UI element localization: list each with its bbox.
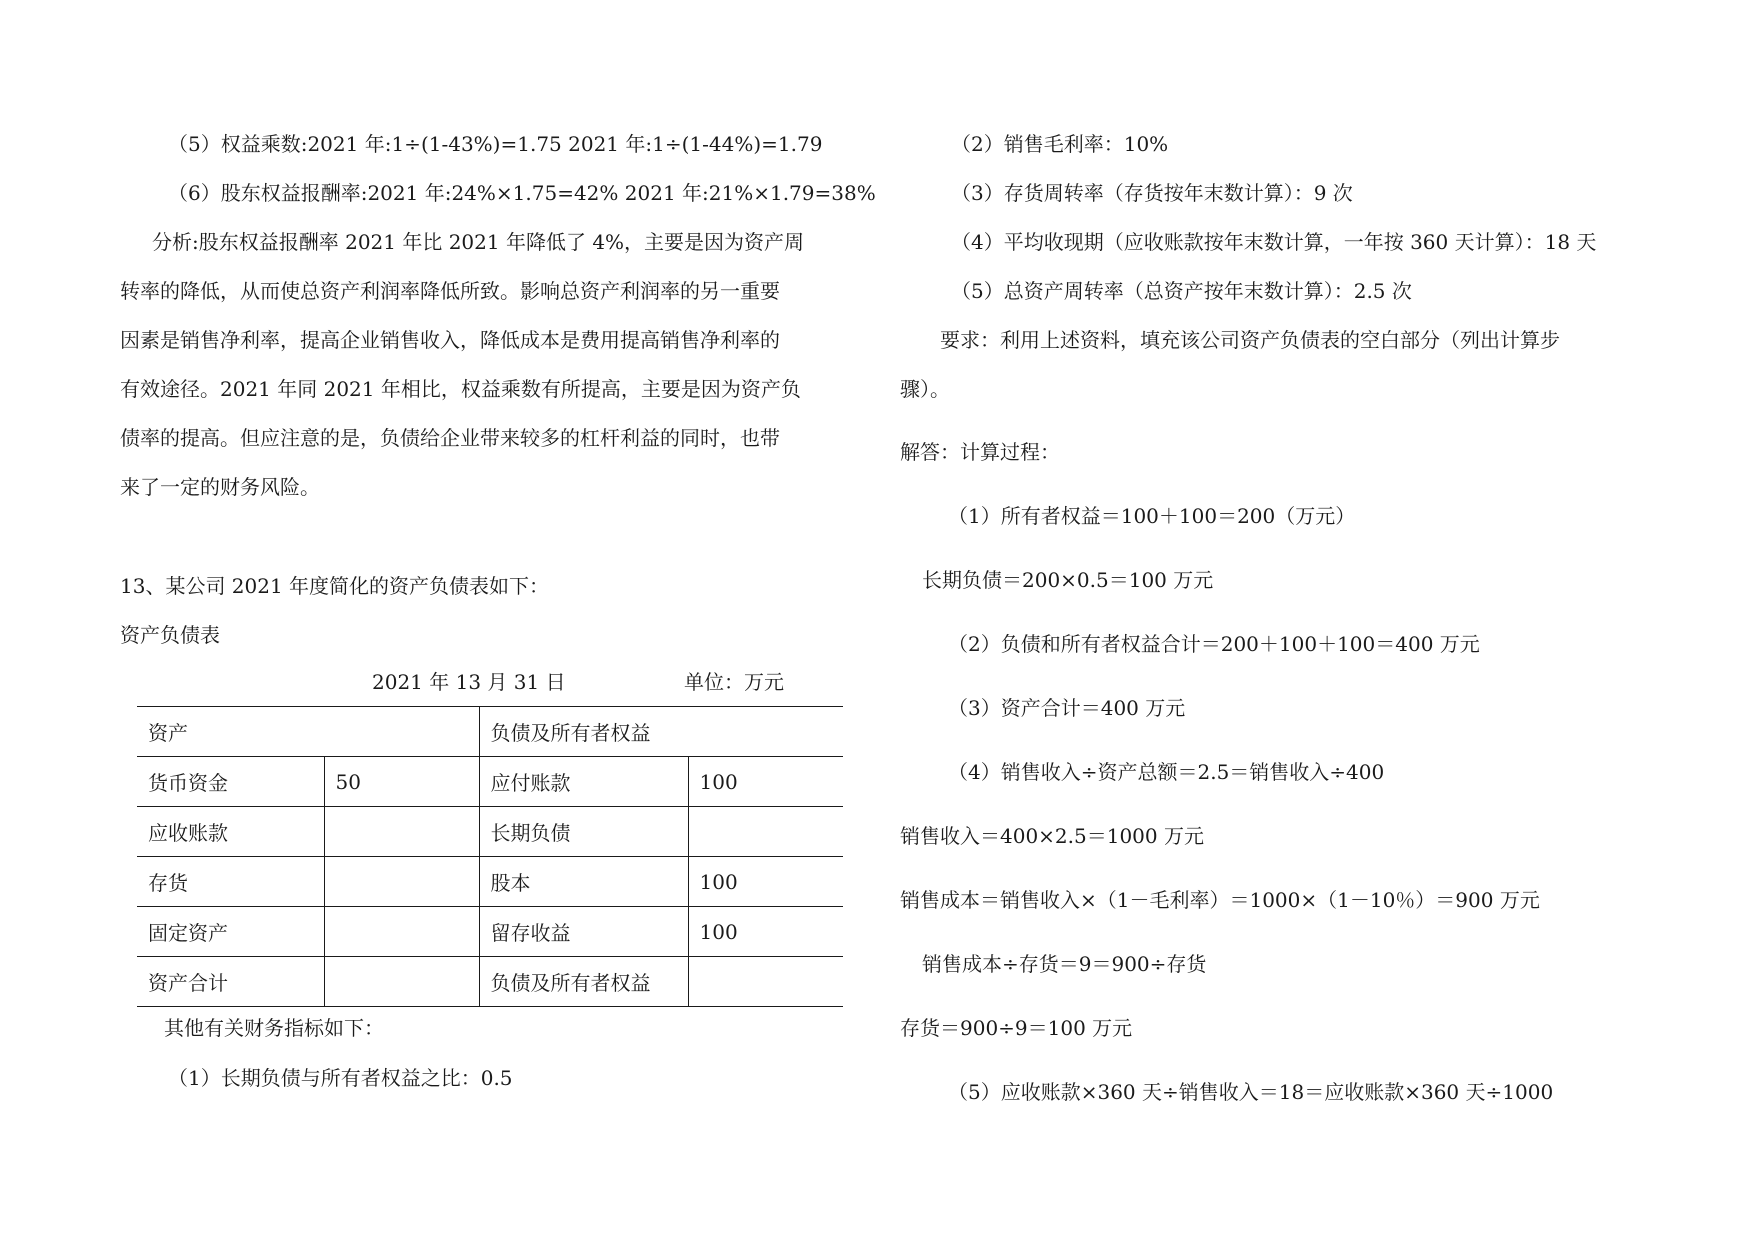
analysis-line-1: 分析:股东权益报酬率 2021 年比 2021 年降低了 4%，主要是因为资产周 [152, 230, 805, 254]
cell-value [688, 807, 843, 857]
step-2: （2）负债和所有者权益合计＝200＋100＋100＝400 万元 [948, 632, 1480, 656]
cell-label: 股本 [479, 857, 688, 907]
cell-value: 100 [688, 907, 843, 957]
table-header-row [137, 707, 843, 757]
cell-value [324, 807, 479, 857]
requirement-line-1: 要求：利用上述资料，填充该公司资产负债表的空白部分（列出计算步 [940, 328, 1560, 352]
indicator-2: （2）销售毛利率：10% [951, 132, 1169, 156]
cell-value: 100 [688, 757, 843, 807]
indicator-3: （3）存货周转率（存货按年末数计算）：9 次 [951, 181, 1353, 205]
cell-value [688, 957, 843, 1007]
cell-label: 资产合计 [137, 957, 324, 1007]
step-1: （1）所有者权益＝100＋100＝200（万元） [948, 504, 1356, 528]
balance-sheet-table [137, 706, 843, 1007]
cell-label: 存货 [137, 857, 324, 907]
cell-value: 50 [324, 757, 479, 807]
cell-label: 长期负债 [479, 807, 688, 857]
indicator-1: （1）长期负债与所有者权益之比：0.5 [168, 1066, 513, 1090]
table-row [137, 957, 843, 1007]
equity-multiplier-line: （5）权益乘数:2021 年:1÷(1-43%)=1.75 2021 年:1÷(1-44%)=1.79 [168, 132, 823, 156]
step-4: （4）销售收入÷资产总额＝2.5＝销售收入÷400 [948, 760, 1385, 784]
cell-label: 留存收益 [479, 907, 688, 957]
analysis-line-3: 因素是销售净利率，提高企业销售收入，降低成本是费用提高销售净利率的 [120, 328, 780, 352]
analysis-line-5: 债率的提高。但应注意的是，负债给企业带来较多的杠杆利益的同时，也带 [120, 426, 780, 450]
analysis-line-6: 来了一定的财务风险。 [120, 475, 320, 499]
cost-calc: 销售成本＝销售收入×（1－毛利率）＝1000×（1－10％）＝900 万元 [900, 888, 1540, 912]
cell-value [324, 907, 479, 957]
header-assets: 资产 [137, 707, 479, 757]
long-term-debt-calc: 长期负债＝200×0.5＝100 万元 [922, 568, 1214, 592]
cell-label: 固定资产 [137, 907, 324, 957]
cell-label: 应付账款 [479, 757, 688, 807]
table-row [137, 907, 843, 957]
cell-label: 货币资金 [137, 757, 324, 807]
cell-label: 负债及所有者权益 [479, 957, 688, 1007]
analysis-line-2: 转率的降低，从而使总资产利润率降低所致。影响总资产利润率的另一重要 [120, 279, 780, 303]
requirement-line-2: 骤）。 [900, 377, 950, 401]
table-date: 2021 年 13 月 31 日 [372, 670, 566, 694]
cell-value: 100 [688, 857, 843, 907]
table-row [137, 807, 843, 857]
table-row [137, 757, 843, 807]
cell-value [324, 857, 479, 907]
table-unit: 单位：万元 [684, 670, 784, 694]
step-5: （5）应收账款×360 天÷销售收入＝18＝应收账款×360 天÷1000 [948, 1080, 1554, 1104]
table-name: 资产负债表 [120, 623, 220, 647]
step-3: （3）资产合计＝400 万元 [948, 696, 1186, 720]
indicator-5: （5）总资产周转率（总资产按年末数计算）：2.5 次 [951, 279, 1412, 303]
sales-calc: 销售收入＝400×2.5＝1000 万元 [900, 824, 1204, 848]
answer-title: 解答：计算过程： [900, 440, 1060, 464]
analysis-line-4: 有效途径。2021 年同 2021 年相比，权益乘数有所提高，主要是因为资产负 [120, 377, 801, 401]
other-indicators-heading: 其他有关财务指标如下： [164, 1016, 384, 1040]
cell-label: 应收账款 [137, 807, 324, 857]
inventory-calc: 存货＝900÷9＝100 万元 [900, 1016, 1133, 1040]
indicator-4: （4）平均收现期（应收账款按年末数计算，一年按 360 天计算）：18 天 [951, 230, 1597, 254]
cell-value [324, 957, 479, 1007]
roe-line: （6）股东权益报酬率:2021 年:24%×1.75=42% 2021 年:21%×1.79=38% [168, 181, 876, 205]
table-row [137, 857, 843, 907]
header-liabilities-equity: 负债及所有者权益 [479, 707, 843, 757]
inventory-turnover-calc: 销售成本÷存货＝9＝900÷存货 [922, 952, 1207, 976]
question-13-title: 13、某公司 2021 年度简化的资产负债表如下： [120, 574, 550, 598]
